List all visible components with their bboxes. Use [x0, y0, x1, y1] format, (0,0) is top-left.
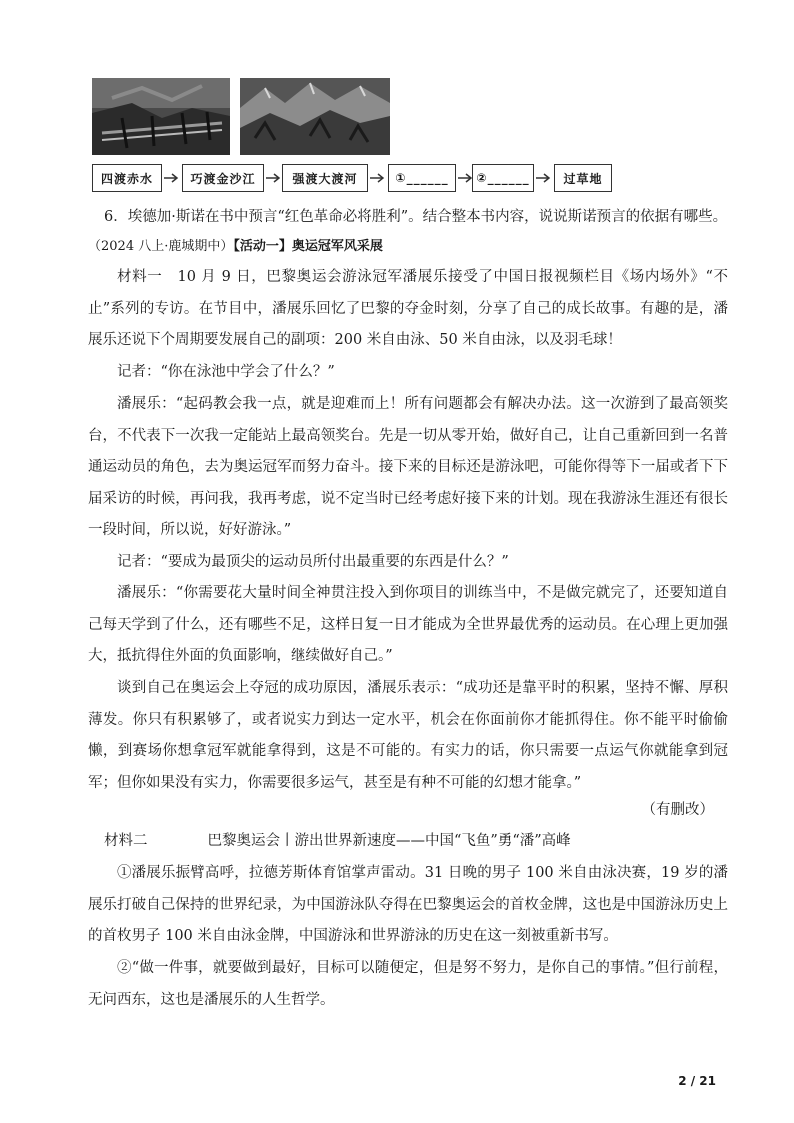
- arrow-right-icon: [164, 170, 180, 186]
- material1-reporter-question-1: 记者：“你在泳池中学会了什么？”: [117, 364, 335, 380]
- flow-step-6: 过草地: [554, 164, 612, 192]
- material2-paragraph-1: ①潘展乐振臂高呼，拉德芳斯体育馆掌声雷动。31 日晚的男子 100 米自由泳决赛，19 岁的潘展乐打破自己保持的世界纪录，为中国游泳队夺得在巴黎奥运会的首枚金牌，这也是中国游泳历史上的首枚男子 100 米自由泳金牌，中国游泳和世界游泳的历史在这一刻被重新书写。: [88, 865, 728, 944]
- photo-strip: [92, 78, 392, 155]
- material1-answer-1: 潘展乐：“起码教会我一点，就是迎难而上！所有问题都会有解决办法。这一次游到了最高领奖台，不代表下一次我一定能站上最高领奖台。先是一切从零开始，做好自己，让自己重新回到一名普通运动员的角色，去为奥运冠军而努力奋斗。接下来的目标还是游泳吧，可能你得等下一届或者下下届采访的时候，再问我，我再考虑，说不定当时已经考虑好接下来的计划。现在我游泳生涯还有很长一段时间，所以说，好好游泳。”: [88, 396, 728, 538]
- flow-step-3: 强渡大渡河: [282, 164, 368, 192]
- material1-reporter-question-2: 记者：“要成为最顶尖的运动员所付出最重要的东西是什么？”: [117, 554, 509, 570]
- question-6: 6．埃德加·斯诺在书中预言“红色革命必将胜利”。结合整本书内容，说说斯诺预言的依据有哪些。: [104, 209, 728, 225]
- edit-note: （有删改）: [641, 802, 714, 818]
- material1-answer-2: 潘展乐：“你需要花大量时间全神贯注投入到你项目的训练当中，不是做完就完了，还要知道自己每天学到了什么，还有哪些不足，这样日复一日才能成为全世界最优秀的运动员。在心理上更加强大，抵抗得住外面的负面影响，继续做好自己。”: [88, 585, 728, 664]
- material2-header: [104, 829, 571, 850]
- historical-photo-mountains: [240, 78, 390, 155]
- material1-success-reasons: 谈到自己在奥运会上夺冠的成功原因，潘展乐表示：“成功还是靠平时的积累，坚持不懈、厚积薄发。你只有积累够了，或者说实力到达一定水平，机会在你面前你才能抓得住。你不能平时偷偷懒，到赛场你想拿冠军就能拿得到，这是不可能的。有实力的话，你只需要一点运气你就能拿到冠军；但你如果没有实力，你需要很多运气，甚至是有种不可能的幻想才能拿。”: [88, 680, 728, 791]
- page-number: 2 / 21: [678, 1074, 716, 1088]
- flow-step-blank-1: ①______: [388, 164, 456, 192]
- historical-photo-bridge: [92, 78, 230, 155]
- material2-paragraph-2: ②“做一件事，就要做到最好，目标可以随便定，但是努不努力，是你自己的事情。”但行前程，无问西东，这也是潘展乐的人生哲学。: [88, 960, 728, 1008]
- section-source: （2024 八上·鹿城期中）: [88, 239, 234, 254]
- flow-step-2: 巧渡金沙江: [182, 164, 264, 192]
- section-title: 【活动一】奥运冠军风采展: [233, 239, 383, 254]
- flow-step-blank-2: ②______: [472, 164, 534, 192]
- arrow-right-icon: [266, 170, 282, 186]
- flow-step-1: 四渡赤水: [92, 164, 162, 192]
- material2-label: 材料二: [104, 833, 148, 849]
- material2-title: 巴黎奥运会丨游出世界新速度——中国“飞鱼”勇“潘”高峰: [207, 833, 571, 849]
- long-march-flowchart: [92, 164, 612, 194]
- section-heading: [88, 237, 383, 257]
- arrow-right-icon: [536, 170, 552, 186]
- arrow-right-icon: [370, 170, 386, 186]
- material1-intro: 材料一 10 月 9 日，巴黎奥运会游泳冠军潘展乐接受了中国日报视频栏目《场内场外》“不止”系列的专访。在节目中，潘展乐回忆了巴黎的夺金时刻，分享了自己的成长故事。有趣的是，潘展乐还说下个周期要发展自己的副项：200 米自由泳、50 米自由泳，以及羽毛球！: [88, 269, 728, 348]
